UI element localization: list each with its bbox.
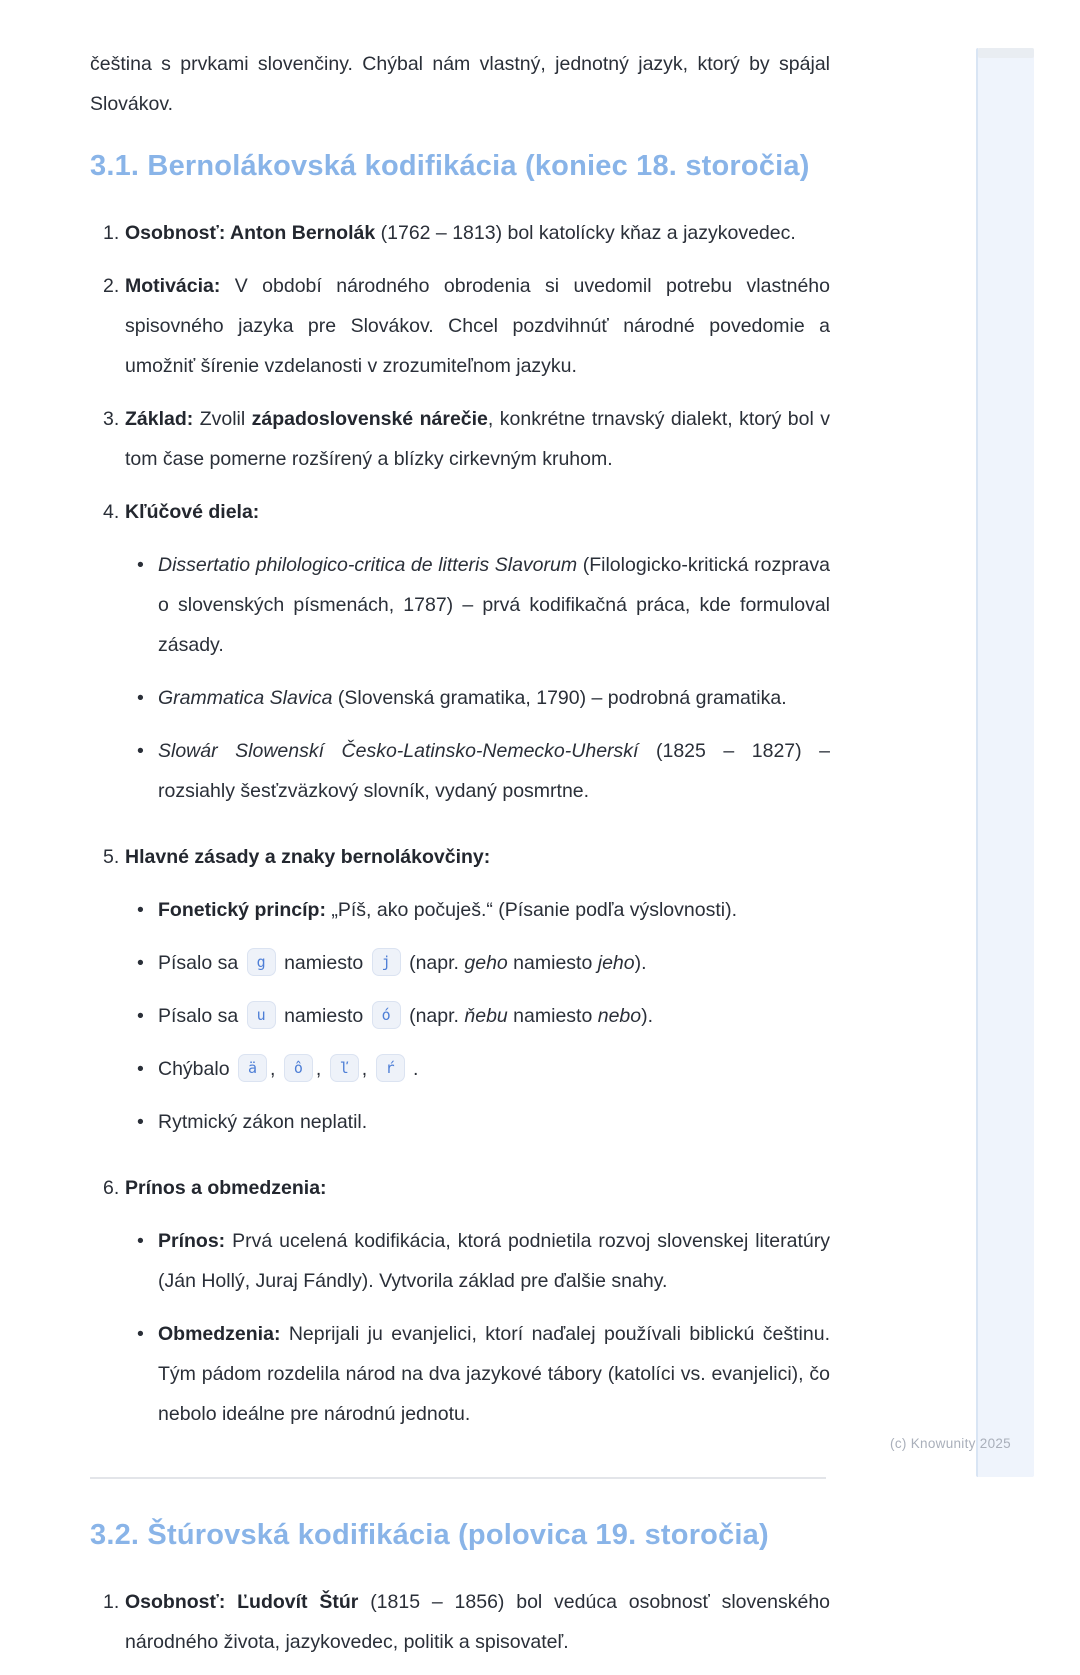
text-segment: . — [407, 1058, 419, 1080]
text-segment: , — [315, 1058, 327, 1080]
section-3-1-title: 3.1. Bernolákovská kodifikácia (koniec 18. storočia) — [90, 150, 810, 182]
bullet-item — [125, 1049, 830, 1089]
inline-code-chip: j — [372, 948, 401, 976]
inline-code-chip: ŕ — [376, 1054, 405, 1082]
text-segment: Slowár Slowenskí Česko-Latinsko-Nemecko-Uherskí — [158, 740, 639, 762]
text-segment: Chýbalo — [158, 1058, 235, 1080]
bullet-marker: • — [137, 687, 144, 709]
bullet-marker: • — [137, 1230, 144, 1252]
text-segment: Základ: — [125, 408, 194, 430]
bullet-marker: • — [137, 1323, 144, 1345]
text-segment: Prínos: — [158, 1230, 226, 1252]
bullet-text — [158, 731, 830, 811]
numbered-list-item — [90, 1582, 830, 1662]
text-segment: , — [361, 1058, 373, 1080]
text-segment: ). — [634, 952, 647, 974]
scrollbar-track[interactable] — [976, 48, 1034, 1477]
text-segment: namiesto — [278, 1005, 369, 1027]
text-segment: Motivácia: — [125, 275, 221, 297]
numbered-list-item — [90, 1168, 830, 1447]
text-segment: namiesto — [278, 952, 369, 974]
bullet-text — [158, 1314, 830, 1434]
text-segment: geho — [464, 952, 508, 974]
bullet-text — [158, 996, 830, 1036]
section-3-2-title: 3.2. Štúrovská kodifikácia (polovica 19. storočia) — [90, 1519, 769, 1551]
text-segment: (napr. — [403, 952, 465, 974]
list-item-body — [125, 1582, 830, 1662]
list-item-text — [125, 1168, 830, 1208]
text-segment: V období národného obrodenia si uvedomil potrebu vlastného spisovného jazyka pre Slovákov. Chcel pozdvihnúť národné povedomie a umožniť šírenie vzdelanosti v zrozumiteľnom jazyku. — [125, 275, 830, 377]
list-item-number: 5. — [103, 846, 120, 868]
text-segment: (Filologicko-kritická rozprava o slovenských písmenách, 1787) – prvá kodifikačná práca, kde formuloval zásady. — [158, 554, 830, 656]
inline-code-chip: u — [247, 1001, 276, 1029]
text-segment: ). — [641, 1005, 654, 1027]
bullet-text — [158, 943, 830, 983]
text-segment: , konkrétne trnavský dialekt, ktorý bol v tom čase pomerne rozšírený a blízky cirkevným kruhom. — [125, 408, 831, 470]
copyright-watermark: (c) Knowunity 2025 — [890, 1436, 1011, 1451]
list-item-text — [125, 1582, 830, 1662]
numbered-list-item — [90, 266, 830, 386]
bullet-list — [125, 545, 830, 811]
bullet-marker: • — [137, 1111, 144, 1133]
list-item-body — [125, 492, 830, 824]
list-item-text — [125, 266, 830, 386]
numbered-list-item — [90, 399, 830, 479]
text-segment: Dissertatio philologico-critica de litteris Slavorum — [158, 554, 578, 576]
bullet-item — [125, 1102, 830, 1142]
text-segment: Prvá ucelená kodifikácia, ktorá podnietila rozvoj slovenskej literatúry (Ján Hollý, Juraj Fándly). Vytvorila základ pre ďalšie snahy. — [158, 1230, 830, 1292]
document-content — [90, 44, 830, 1675]
list-item-body — [125, 1168, 830, 1447]
text-segment: Písalo sa — [158, 1005, 244, 1027]
bullet-marker: • — [137, 1005, 144, 1027]
bullet-list — [125, 1221, 830, 1434]
text-segment: Osobnosť: Anton Bernolák — [125, 222, 376, 244]
bullet-item — [125, 545, 830, 665]
bullet-text — [158, 1102, 830, 1142]
bullet-marker: • — [137, 1058, 144, 1080]
text-segment: (1825 – 1827) – rozsiahly šesťzväzkový slovník, vydaný posmrtne. — [158, 740, 831, 802]
text-segment: Obmedzenia: — [158, 1323, 281, 1345]
list-item-body — [125, 213, 830, 253]
text-segment: namiesto — [507, 1005, 598, 1027]
text-segment: západoslovenské nárečie — [251, 408, 488, 430]
list-item-text — [125, 213, 830, 253]
list-item-body — [125, 266, 830, 386]
bullet-text — [158, 545, 830, 665]
text-segment: Rytmický zákon neplatil. — [158, 1111, 368, 1133]
text-segment: „Píš, ako počuješ.“ (Písanie podľa výslovnosti). — [325, 899, 737, 921]
numbered-list-item — [90, 837, 830, 1155]
bullet-marker: • — [137, 554, 144, 576]
text-segment: ňebu — [464, 1005, 508, 1027]
bullet-item — [125, 1221, 830, 1301]
section-divider — [90, 1477, 826, 1479]
bullet-item — [125, 1314, 830, 1434]
section-3-2-list — [90, 1582, 830, 1662]
bullet-item — [125, 943, 830, 983]
inline-code-chip: ô — [284, 1054, 313, 1082]
list-item-number: 3. — [103, 408, 120, 430]
text-segment: namiesto — [507, 952, 598, 974]
text-segment: Hlavné zásady a znaky bernolákovčiny: — [125, 846, 491, 868]
text-segment: nebo — [597, 1005, 642, 1027]
text-segment: (Slovenská gramatika, 1790) – podrobná gramatika. — [332, 687, 787, 709]
section-3-1-list — [90, 213, 830, 1447]
text-segment: Prínos a obmedzenia: — [125, 1177, 327, 1199]
bullet-text — [158, 890, 830, 930]
list-item-number: 1. — [103, 1591, 120, 1613]
list-item-body — [125, 399, 830, 479]
bullet-marker: • — [137, 899, 144, 921]
list-item-text — [125, 492, 830, 532]
text-segment: Fonetický princíp: — [158, 899, 326, 921]
bullet-item — [125, 996, 830, 1036]
inline-code-chip: ľ — [330, 1054, 359, 1082]
text-segment: Písalo sa — [158, 952, 244, 974]
inline-code-chip: g — [247, 948, 276, 976]
bullet-marker: • — [137, 952, 144, 974]
list-item-text — [125, 399, 830, 479]
text-segment: , — [270, 1058, 281, 1080]
bullet-marker: • — [137, 740, 144, 762]
bullet-item — [125, 678, 830, 718]
bullet-list — [125, 890, 830, 1142]
inline-code-chip: ä — [238, 1054, 267, 1082]
inline-code-chip: ó — [372, 1001, 401, 1029]
text-segment: Osobnosť: Ľudovít Štúr — [125, 1591, 359, 1613]
list-item-number: 4. — [103, 501, 120, 523]
bullet-text — [158, 678, 830, 718]
numbered-list-item — [90, 213, 830, 253]
list-item-number: 1. — [103, 222, 120, 244]
text-segment: (1762 – 1813) bol katolícky kňaz a jazykovedec. — [375, 222, 796, 244]
intro-paragraph: čeština s prvkami slovenčiny. Chýbal nám vlastný, jednotný jazyk, ktorý by spájal Slovákov. — [90, 53, 830, 115]
bullet-text — [158, 1221, 830, 1301]
text-segment: (1815 – 1856) bol vedúca osobnosť slovenského národného života, jazykovedec, politik a spisovateľ. — [125, 1591, 831, 1653]
bullet-text — [158, 1049, 830, 1089]
scrollbar-thumb[interactable] — [978, 48, 1034, 58]
text-segment: jeho — [597, 952, 635, 974]
list-item-number: 2. — [103, 275, 120, 297]
list-item-text — [125, 837, 830, 877]
text-segment: (napr. — [403, 1005, 465, 1027]
bullet-item — [125, 731, 830, 811]
text-segment: Neprijali ju evanjelici, ktorí naďalej používali biblickú češtinu. Tým pádom rozdelila národ na dva jazykové tábory (katolíci vs. evanjelici), čo nebolo ideálne pre národnú jednotu. — [158, 1323, 830, 1425]
bullet-item — [125, 890, 830, 930]
list-item-body — [125, 837, 830, 1155]
text-segment: Zvolil — [193, 408, 252, 430]
text-segment: Kľúčové diela: — [125, 501, 260, 523]
numbered-list-item — [90, 492, 830, 824]
text-segment: Grammatica Slavica — [158, 687, 333, 709]
list-item-number: 6. — [103, 1177, 120, 1199]
